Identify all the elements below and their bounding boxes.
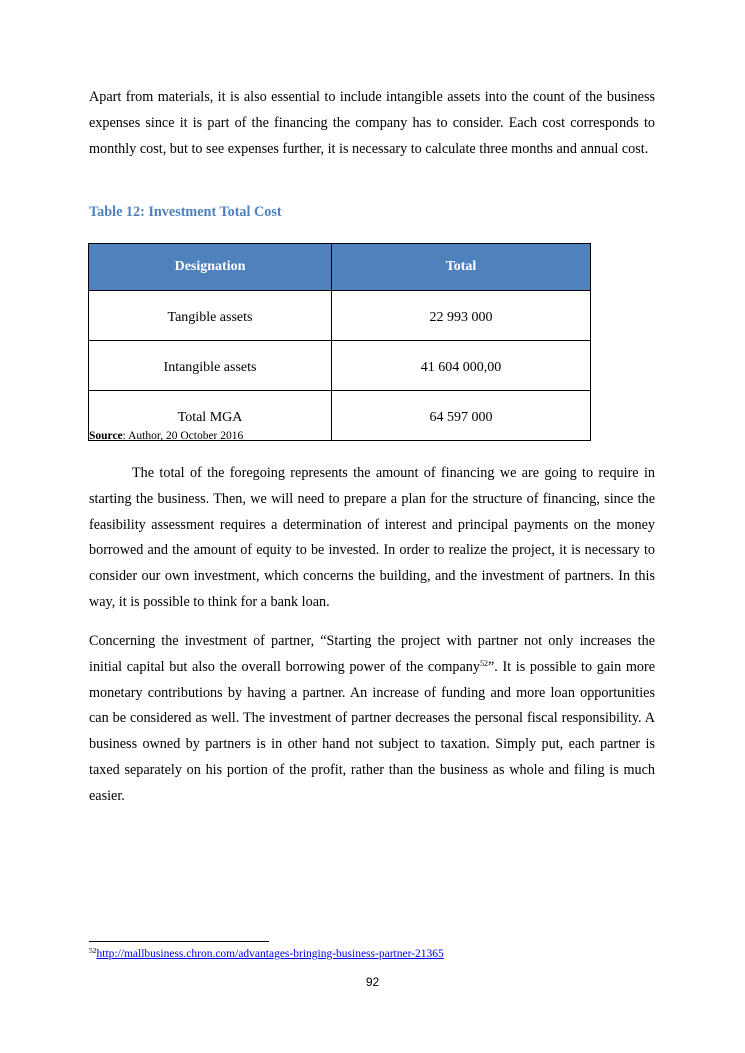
table-header-row [89,244,591,291]
row-total-cell: 22 993 000 [332,291,591,341]
row-designation-cell: Intangible assets [89,341,332,391]
source-label: Source [89,430,123,442]
partner-paragraph [89,629,655,810]
table-row [89,291,591,341]
footnote [89,948,444,960]
footnote-divider [89,941,269,942]
table-caption: Table 12: Investment Total Cost [89,204,282,220]
header-designation: Designation [89,244,332,291]
investment-table [88,243,591,441]
header-total: Total [332,244,591,291]
footnote-link[interactable]: http://mallbusiness.chron.com/advantages-bringing-business-partner-21365 [96,948,444,960]
table-source [89,430,243,442]
partner-text-before: Concerning the investment of partner, “Starting the project with partner not only increases the initial capital but also the overall borrowing power of the company [89,633,655,675]
source-text: : Author, 20 October 2016 [122,430,244,442]
footnote-reference[interactable]: 52 [479,658,488,668]
row-designation-cell: Total MGA [89,391,332,441]
page-number: 92 [365,975,380,989]
row-designation-cell: Tangible assets [89,291,332,341]
intro-paragraph: Apart from materials, it is also essential to include intangible assets into the count of the business expenses since it is part of the financing the company has to consider. Each cost corresponds to monthly cost, but to see expenses further, it is necessary to calculate three months and annual cost. [89,89,655,157]
row-total-cell: 41 604 000,00 [332,341,591,391]
partner-text-after: ”. It is possible to gain more monetary contributions by having a partner. An increase of funding and more loan opportunities can be considered as well. The investment of partner decreases the personal fiscal responsibility. A business owned by partners is in other hand not subject to taxation. Simply put, each partner is taxed separately on his portion of the profit, rather than the business as whole and filing is much easier. [89,658,655,804]
footnote-number: 52 [89,946,97,955]
table-row [89,341,591,391]
row-total-cell: 64 597 000 [332,391,591,441]
financing-paragraph: The total of the foregoing represents the amount of financing we are going to require in starting the business. Then, we will need to prepare a plan for the structure of financing, since the feasibility assessment requires a determination of interest and principal payments on the money borrowed and the amount of equity to be invested. In order to realize the project, it is necessary to consider our own investment, which concerns the building, and the investment of partners. In this way, it is possible to think for a bank loan. [89,465,655,610]
